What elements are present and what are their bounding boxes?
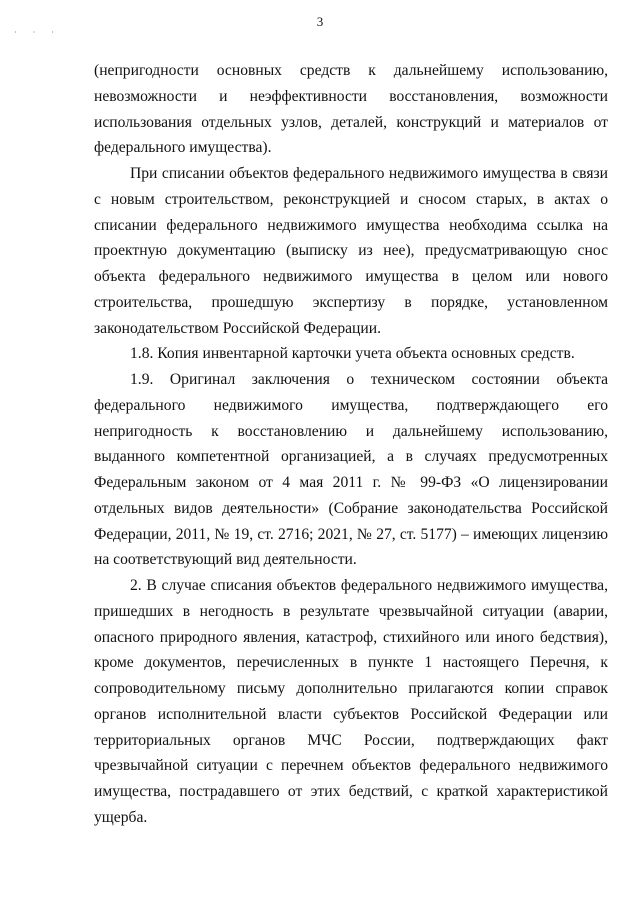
page-number: 3 <box>316 14 324 29</box>
scan-artifact-marks: · · · <box>14 28 61 37</box>
document-body <box>94 58 608 831</box>
paragraph-item-1-9: 1.9. Оригинал заключения о техническом состоянии объекта федерального недвижимого имущества, подтверждающего его непригодность к восстановлению и дальнейшему использованию, выданного компетентной организацией, а в случаях предусмотренных Федеральным законом от 4 мая 2011 г. № 99-ФЗ «О лицензировании отдельных видов деятельности» (Собрание законодательства Российской Федерации, 2011, № 19, ст. 2716; 2021, № 27, ст. 5177) – имеющих лицензию на соответствующий вид деятельности. <box>94 371 608 569</box>
paragraph-item-2: 2. В случае списания объектов федерального недвижимого имущества, пришедших в негодность в результате чрезвычайной ситуации (аварии, опасного природного явления, катастроф, стихийного или иного бедствия), кроме документов, перечисленных в пункте 1 настоящего Перечня, к сопроводительному письму дополнительно прилагаются копии справок органов исполнительной власти субъектов Российской Федерации или территориальных органов МЧС России, подтверждающих факт чрезвычайной ситуации с перечнем объектов федерального недвижимого имущества, пострадавшего от этих бедствий, с краткой характеристикой ущерба. <box>94 577 608 826</box>
paragraph-new-construction: При списании объектов федерального недвижимого имущества в связи с новым строительством, реконструкцией и сносом старых, в актах о списании федерального недвижимого имущества необходима ссылка на проектную документацию (выписку из нее), предусматривающую снос объекта федерального недвижимого имущества в целом или нового строительства, прошедшую экспертизу в порядке, установленном законодательством Российской Федерации. <box>94 165 608 337</box>
paragraph-continuation: (непригодности основных средств к дальнейшему использованию, невозможности и неэффективности восстановления, возможности использования отдельных узлов, деталей, конструкций и материалов от федерального имущества). <box>94 62 608 157</box>
paragraph-item-1-8: 1.8. Копия инвентарной карточки учета объекта основных средств. <box>130 345 575 363</box>
